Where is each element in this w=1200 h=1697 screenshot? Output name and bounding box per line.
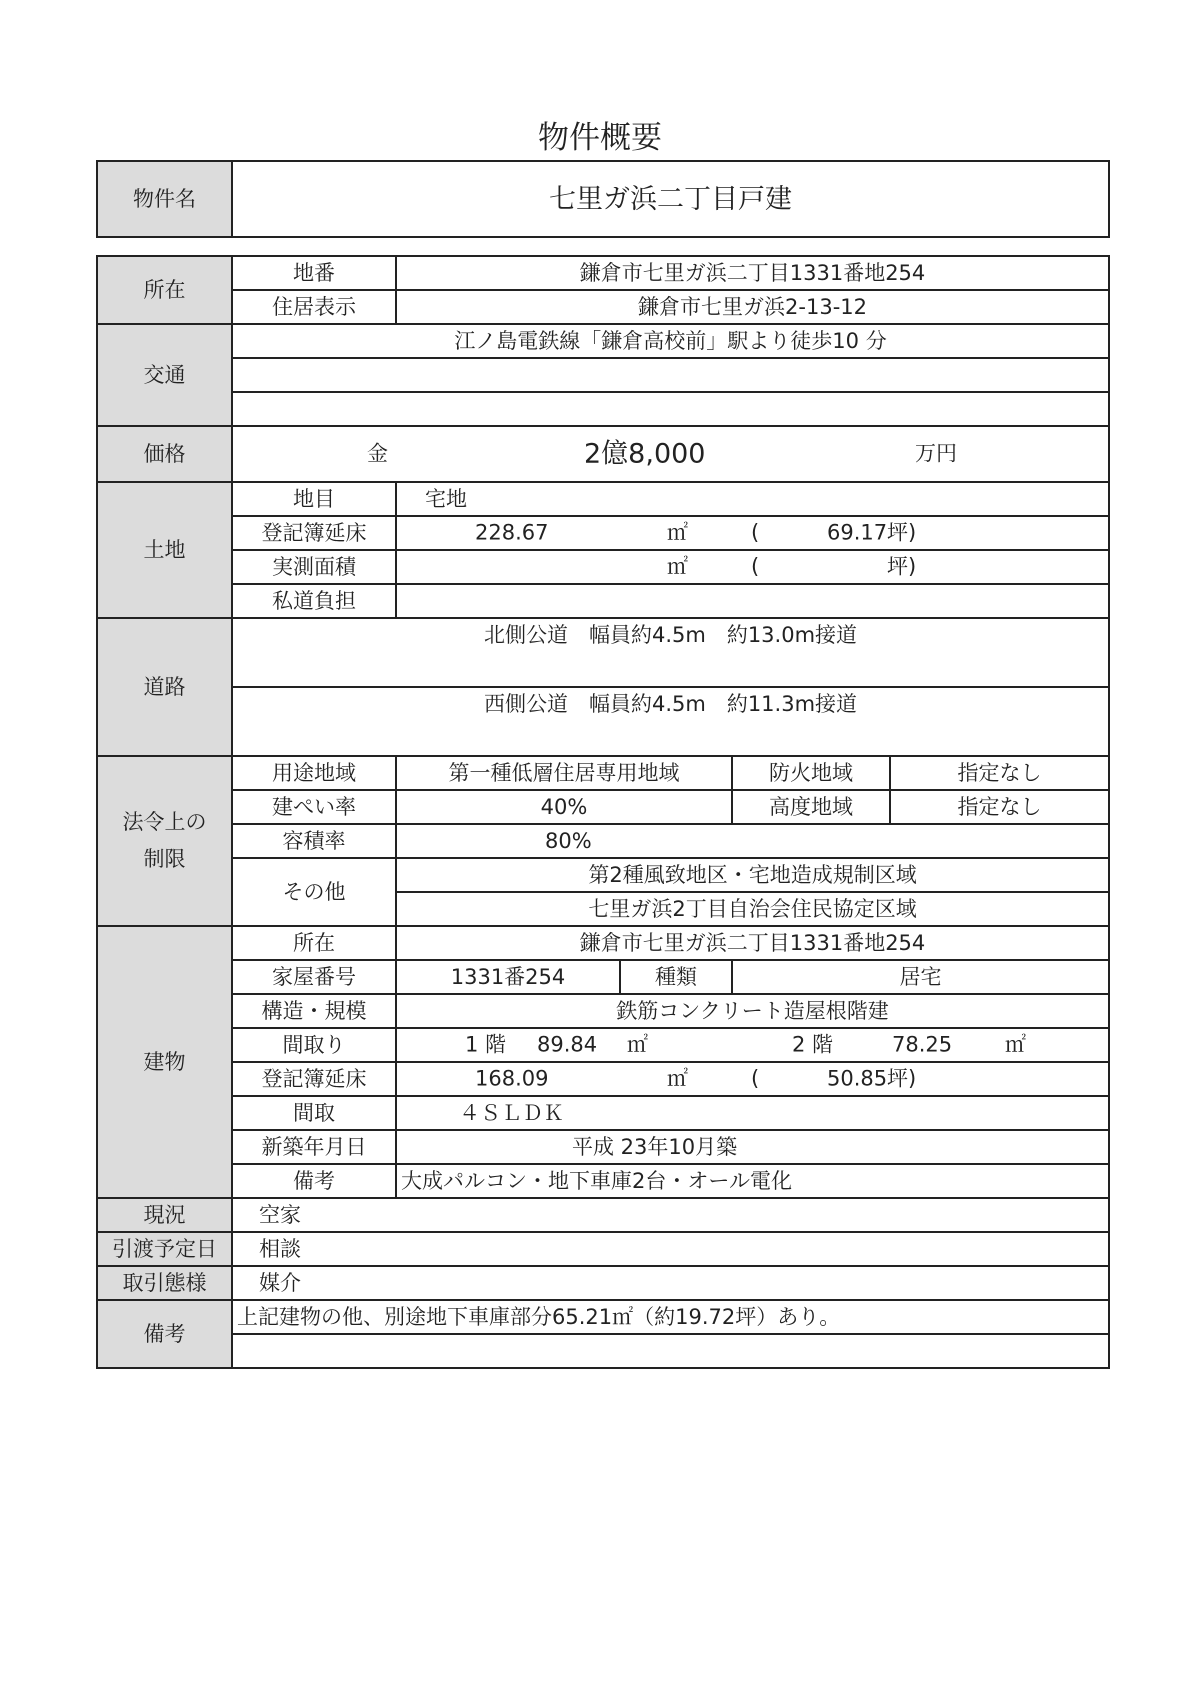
transport-line-1: 江ノ島電鉄線「鎌倉高校前」駅より徒歩10 分 — [232, 324, 1109, 358]
land-measured-label: 実測面積 — [232, 550, 396, 584]
land-category-label: 地目 — [232, 482, 396, 516]
land-registered-cell — [396, 516, 1109, 550]
status-value: 空家 — [232, 1198, 1109, 1232]
land-registered-sqm: 228.67 — [475, 520, 549, 545]
floor-2-label: 2 階 — [792, 1032, 834, 1057]
coverage-label: 建ぺい率 — [232, 790, 396, 824]
building-registered-cell — [396, 1062, 1109, 1096]
road-line-2: 西側公道 幅員約4.5m 約11.3m接道 — [232, 687, 1109, 756]
sqm-unit: ㎡ — [667, 1066, 688, 1091]
transport-label: 交通 — [97, 324, 232, 426]
price-prefix: 金 — [367, 441, 388, 466]
property-name-label: 物件名 — [97, 161, 232, 237]
far-label: 容積率 — [232, 824, 396, 858]
building-location-label: 所在 — [232, 926, 396, 960]
zoning-label: 用途地域 — [232, 756, 396, 790]
lot-value: 鎌倉市七里ガ浜二丁目1331番地254 — [396, 256, 1109, 290]
building-registered-sqm: 168.09 — [475, 1066, 549, 1091]
building-registered-label: 登記簿延床 — [232, 1062, 396, 1096]
delivery-value: 相談 — [232, 1232, 1109, 1266]
property-name-table — [96, 160, 1110, 238]
far-value: 80% — [396, 824, 1109, 858]
building-notes-label: 備考 — [232, 1164, 396, 1198]
land-registered-label: 登記簿延床 — [232, 516, 396, 550]
layout-label: 間取 — [232, 1096, 396, 1130]
sqm-unit: ㎡ — [1005, 1032, 1026, 1057]
coverage-value: 40% — [396, 790, 732, 824]
tsubo-close: 坪) — [887, 1066, 917, 1091]
address-value: 鎌倉市七里ガ浜2-13-12 — [396, 290, 1109, 324]
built-date-label: 新築年月日 — [232, 1130, 396, 1164]
building-type-label: 種類 — [620, 960, 732, 994]
transaction-label: 取引態様 — [97, 1266, 232, 1300]
road-line-1: 北側公道 幅員約4.5m 約13.0m接道 — [232, 618, 1109, 687]
fire-zone-value: 指定なし — [890, 756, 1109, 790]
building-notes-value: 大成パルコン・地下車庫2台・オール電化 — [396, 1164, 1109, 1198]
building-label: 建物 — [97, 926, 232, 1198]
zoning-value: 第一種低層住居専用地域 — [396, 756, 732, 790]
legal-label-line-1: 法令上の — [122, 810, 207, 835]
structure-value: 鉄筋コンクリート造屋根階建 — [396, 994, 1109, 1028]
building-type-value: 居宅 — [732, 960, 1109, 994]
location-label: 所在 — [97, 256, 232, 324]
page-title: 物件概要 — [538, 120, 662, 156]
height-zone-label: 高度地域 — [732, 790, 890, 824]
remarks-label: 備考 — [97, 1300, 232, 1368]
tsubo-close: 坪) — [887, 520, 917, 545]
remarks-line-1: 上記建物の他、別途地下車庫部分65.21㎡（約19.72坪）あり。 — [232, 1300, 1109, 1334]
transaction-value: 媒介 — [232, 1266, 1109, 1300]
building-registered-tsubo: 50.85 — [827, 1066, 888, 1091]
floor-1-sqm: 89.84 — [537, 1032, 598, 1057]
remarks-line-2 — [232, 1334, 1109, 1368]
paren-open: ( — [751, 520, 760, 545]
paren-open: ( — [751, 554, 760, 579]
house-number-value: 1331番254 — [396, 960, 620, 994]
private-road-value — [396, 584, 1109, 618]
tsubo-close: 坪) — [887, 554, 917, 579]
land-measured-cell — [396, 550, 1109, 584]
built-date-value: 平成 23年10月築 — [396, 1130, 1109, 1164]
land-registered-tsubo: 69.17 — [827, 520, 888, 545]
sqm-unit: ㎡ — [627, 1032, 648, 1057]
layout-value: ４ＳＬＤＫ — [396, 1096, 1109, 1130]
price-unit: 万円 — [915, 441, 957, 466]
house-number-label: 家屋番号 — [232, 960, 396, 994]
floor-1-label: 1 階 — [465, 1032, 507, 1057]
transport-line-2 — [232, 358, 1109, 392]
paren-open: ( — [751, 1066, 760, 1091]
land-category-value: 宅地 — [396, 482, 1109, 516]
land-label: 土地 — [97, 482, 232, 618]
transport-line-3 — [232, 392, 1109, 426]
road-label: 道路 — [97, 618, 232, 756]
price-label: 価格 — [97, 426, 232, 482]
lot-label: 地番 — [232, 256, 396, 290]
floors-cell — [396, 1028, 1109, 1062]
structure-label: 構造・規模 — [232, 994, 396, 1028]
legal-label-line-2: 制限 — [143, 847, 186, 871]
floor-2-sqm: 78.25 — [892, 1032, 953, 1057]
address-label: 住居表示 — [232, 290, 396, 324]
building-location-value: 鎌倉市七里ガ浜二丁目1331番地254 — [396, 926, 1109, 960]
sqm-unit: ㎡ — [667, 554, 688, 579]
delivery-label: 引渡予定日 — [97, 1232, 232, 1266]
price-value: 2億8,000 — [584, 438, 706, 470]
sqm-unit: ㎡ — [667, 520, 688, 545]
other-restrictions-line-2: 七里ガ浜2丁目自治会住民協定区域 — [396, 892, 1109, 926]
floors-label: 間取り — [232, 1028, 396, 1062]
price-cell — [232, 426, 1109, 482]
legal-label — [97, 756, 232, 926]
fire-zone-label: 防火地域 — [732, 756, 890, 790]
other-restrictions-label: その他 — [232, 858, 396, 926]
property-name-value: 七里ガ浜二丁目戸建 — [232, 161, 1109, 237]
other-restrictions-line-1: 第2種風致地区・宅地造成規制区域 — [396, 858, 1109, 892]
private-road-label: 私道負担 — [232, 584, 396, 618]
property-details-table — [96, 255, 1110, 1369]
status-label: 現況 — [97, 1198, 232, 1232]
height-zone-value: 指定なし — [890, 790, 1109, 824]
